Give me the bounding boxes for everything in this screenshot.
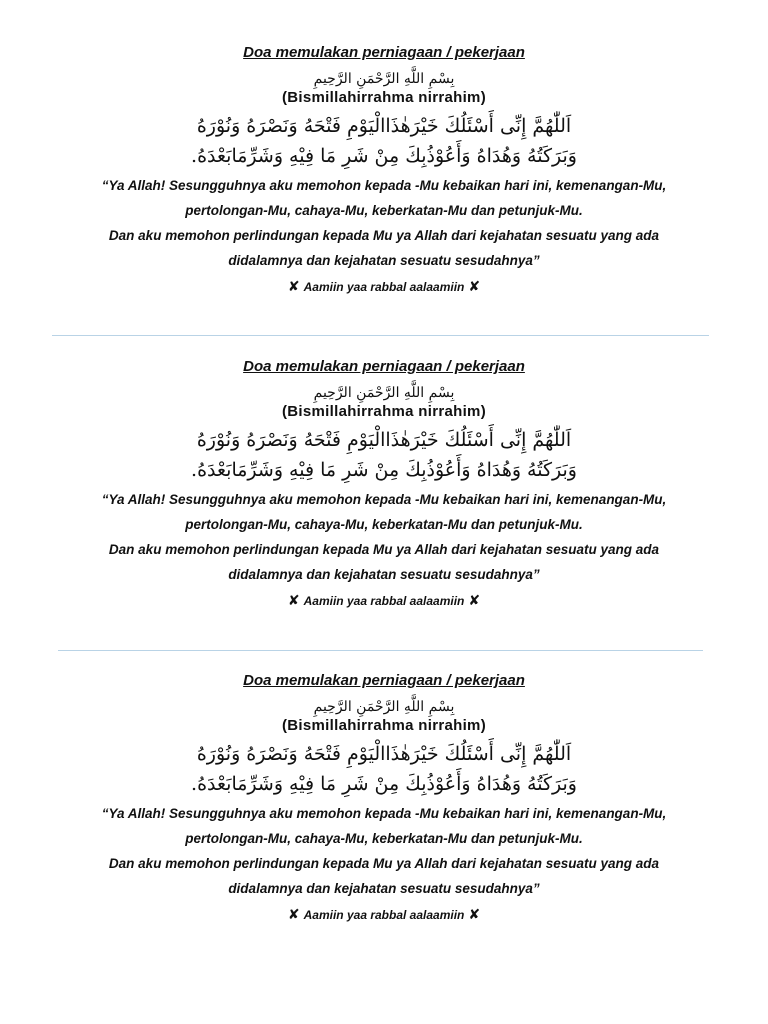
translation-line-1: “Ya Allah! Sesungguhnya aku memohon kepada -Mu kebaikan hari ini, kemenangan-Mu,	[101, 492, 667, 507]
bismillah-latin: (Bismillahirrahma nirrahim)	[282, 717, 486, 734]
amin-line	[0, 904, 768, 924]
arabic-prayer	[0, 111, 768, 171]
arabic-prayer	[0, 739, 768, 799]
amin-line	[0, 276, 768, 296]
translation-line-3: Dan aku memohon perlindungan kepada Mu ya Allah dari kejahatan sesuatu yang ada	[108, 856, 660, 871]
arabic-line-1: اَللّٰهُمَّ إِنِّى أَسْئَلُكَ خَيْرَهٰذَاالْيَوْمِ فَتْحَهُ وَنَصْرَهُ وَنُوْرَهُ	[196, 429, 572, 451]
translation-line-2: pertolongan-Mu, cahaya-Mu, keberkatan-Mu dan petunjuk-Mu.	[185, 203, 583, 218]
doa-title: Doa memulakan perniagaan / pekerjaan	[243, 672, 525, 689]
translation-line-1: “Ya Allah! Sesungguhnya aku memohon kepada -Mu kebaikan hari ini, kemenangan-Mu,	[101, 806, 667, 821]
bismillah-latin: (Bismillahirrahma nirrahim)	[282, 89, 486, 106]
translation-line-2: pertolongan-Mu, cahaya-Mu, keberkatan-Mu dan petunjuk-Mu.	[185, 831, 583, 846]
arabic-line-2: وَبَرَكَتُهُ وَهُدَاهُ وَأَعُوْذُبِكَ مِنْ شَرِ مَا فِيْهِ وَشَرِّمَابَعْدَهُ.	[191, 459, 577, 481]
doa-title: Doa memulakan perniagaan / pekerjaan	[243, 358, 525, 375]
cross-icon: ✘	[287, 278, 300, 294]
translation-line-3: Dan aku memohon perlindungan kepada Mu ya Allah dari kejahatan sesuatu yang ada	[108, 228, 660, 243]
translation-line-2: pertolongan-Mu, cahaya-Mu, keberkatan-Mu dan petunjuk-Mu.	[185, 517, 583, 532]
doa-block-1	[0, 43, 768, 296]
amin-line	[0, 590, 768, 610]
divider	[52, 335, 709, 336]
cross-icon: ✘	[468, 278, 481, 294]
amin-text: Aamiin yaa rabbal aalaamiin	[303, 908, 465, 922]
arabic-line-2: وَبَرَكَتُهُ وَهُدَاهُ وَأَعُوْذُبِكَ مِنْ شَرِ مَا فِيْهِ وَشَرِّمَابَعْدَهُ.	[191, 773, 577, 795]
arabic-line-1: اَللّٰهُمَّ إِنِّى أَسْئَلُكَ خَيْرَهٰذَاالْيَوْمِ فَتْحَهُ وَنَصْرَهُ وَنُوْرَهُ	[196, 115, 572, 137]
translation-line-3: Dan aku memohon perlindungan kepada Mu ya Allah dari kejahatan sesuatu yang ada	[108, 542, 660, 557]
arabic-line-1: اَللّٰهُمَّ إِنِّى أَسْئَلُكَ خَيْرَهٰذَاالْيَوْمِ فَتْحَهُ وَنَصْرَهُ وَنُوْرَهُ	[196, 743, 572, 765]
translation-line-4: didalamnya dan kejahatan sesuatu sesudahnya”	[228, 881, 540, 896]
arabic-line-2: وَبَرَكَتُهُ وَهُدَاهُ وَأَعُوْذُبِكَ مِنْ شَرِ مَا فِيْهِ وَشَرِّمَابَعْدَهُ.	[191, 145, 577, 167]
cross-icon: ✘	[468, 592, 481, 608]
divider	[58, 650, 703, 651]
arabic-prayer	[0, 425, 768, 485]
cross-icon: ✘	[287, 592, 300, 608]
translation-line-1: “Ya Allah! Sesungguhnya aku memohon kepada -Mu kebaikan hari ini, kemenangan-Mu,	[101, 178, 667, 193]
bismillah-arabic: بِسْمِ اللَّهِ الرَّحْمَنِ الرَّحِيمِ	[313, 385, 455, 401]
cross-icon: ✘	[287, 906, 300, 922]
bismillah-arabic: بِسْمِ اللَّهِ الرَّحْمَنِ الرَّحِيمِ	[313, 699, 455, 715]
cross-icon: ✘	[468, 906, 481, 922]
translation-line-4: didalamnya dan kejahatan sesuatu sesudahnya”	[228, 567, 540, 582]
bismillah-arabic: بِسْمِ اللَّهِ الرَّحْمَنِ الرَّحِيمِ	[313, 71, 455, 87]
doa-block-2	[0, 357, 768, 610]
translation	[0, 801, 768, 901]
doa-block-3	[0, 671, 768, 924]
amin-text: Aamiin yaa rabbal aalaamiin	[303, 280, 465, 294]
amin-text: Aamiin yaa rabbal aalaamiin	[303, 594, 465, 608]
doa-title: Doa memulakan perniagaan / pekerjaan	[243, 44, 525, 61]
translation	[0, 173, 768, 273]
translation-line-4: didalamnya dan kejahatan sesuatu sesudahnya”	[228, 253, 540, 268]
translation	[0, 487, 768, 587]
bismillah-latin: (Bismillahirrahma nirrahim)	[282, 403, 486, 420]
